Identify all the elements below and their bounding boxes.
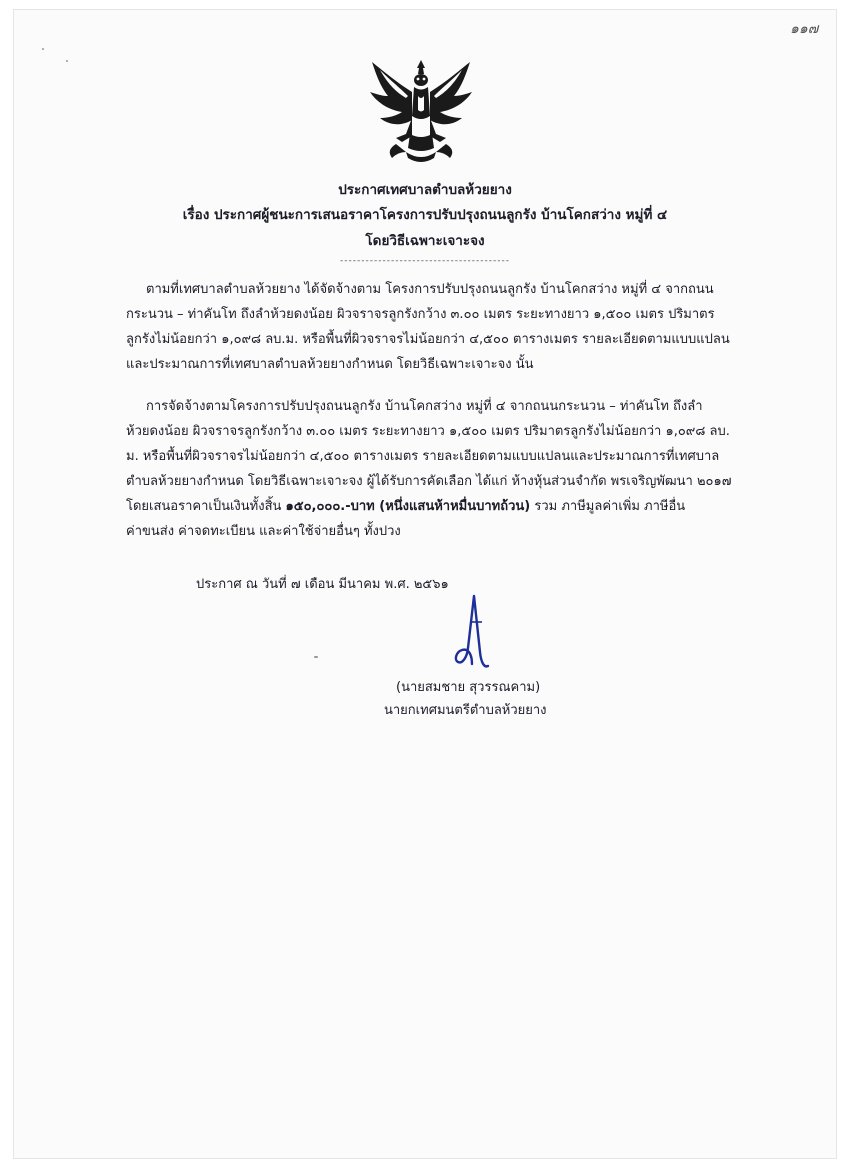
price-line [126, 495, 685, 516]
signer-name: (นายสมชาย สุวรรณคาม) [396, 680, 541, 695]
price-prefix: โดยเสนอราคาเป็นเงินทั้งสิ้น [126, 499, 286, 514]
scan-speck [314, 656, 318, 658]
scan-speck [42, 48, 44, 50]
signature [448, 592, 498, 680]
paragraph-1-line: กระนวน – ท่าคันโท ถึงลำห้วยดงน้อย ผิวจราจรลูกรังกว้าง ๓.๐๐ เมตร ระยะทางยาว ๑,๕๐๐ เมตร ปริมาตร [126, 307, 715, 322]
signer-position: นายกเทศมนตรีตำบลห้วยยาง [384, 703, 547, 718]
page-number: ๑๑๗ [790, 21, 819, 37]
garuda-emblem-icon [366, 56, 476, 168]
paragraph-1-line: ตามที่เทศบาลตำบลห้วยยาง ได้จัดจ้างตาม โครงการปรับปรุงถนนลูกรัง บ้านโคกสว่าง หมู่ที่ ๔ จากถนน [146, 282, 714, 297]
closing-line: ค่าขนส่ง ค่าจดทะเบียน และค่าใช้จ่ายอื่นๆ ทั้งปวง [126, 524, 401, 539]
paragraph-2-line: ห้วยดงน้อย ผิวจราจรลูกรังกว้าง ๓.๐๐ เมตร ระยะทางยาว ๑,๕๐๐ เมตร ปริมาตรลูกรังไม่น้อยกว่า ๑,๐๙๘ ลบ. [126, 424, 730, 439]
announcement-date: ประกาศ ณ วันที่ ๗ เดือน มีนาคม พ.ศ. ๒๕๖๑ [196, 577, 449, 592]
paragraph-1-line: และประมาณการที่เทศบาลตำบลห้วยยางกำหนด โดยวิธีเฉพาะเจาะจง นั้น [126, 357, 534, 372]
paragraph-2-line: การจัดจ้างตามโครงการปรับปรุงถนนลูกรัง บ้านโคกสว่าง หมู่ที่ ๔ จากถนนกระนวน – ท่าคันโท ถึงลำ [146, 399, 703, 414]
paragraph-1-line: ลูกรังไม่น้อยกว่า ๑,๐๙๘ ลบ.ม. หรือพื้นที่ผิวจราจรไม่น้อยกว่า ๔,๕๐๐ ตารางเมตร รายละเอียดตามแบบแปลน [126, 332, 730, 347]
divider: ---------------------------------------- [340, 256, 510, 266]
paragraph-2-line: ตำบลห้วยยางกำหนด โดยวิธีเฉพาะเจาะจง ผู้ได้รับการคัดเลือก ได้แก่ ห้างหุ้นส่วนจำกัด พรเจริญพัฒนา ๒๐๑๗ [126, 474, 732, 489]
procurement-method: โดยวิธีเฉพาะเจาะจง [365, 233, 485, 249]
paragraph-2-line: ม. หรือพื้นที่ผิวจราจรไม่น้อยกว่า ๔,๕๐๐ ตารางเมตร รายละเอียดตามแบบแปลนและประมาณการที่เทศบาล [126, 449, 720, 464]
price-suffix: รวม ภาษีมูลค่าเพิ่ม ภาษีอื่น [530, 499, 686, 514]
scan-speck [66, 60, 68, 62]
price-amount: ๑๕๐,๐๐๐.-บาท (หนึ่งแสนห้าหมื่นบาทถ้วน) [285, 499, 531, 514]
announcement-title: ประกาศเทศบาลตำบลห้วยยาง [338, 182, 512, 198]
announcement-subject: เรื่อง ประกาศผู้ชนะการเสนอราคาโครงการปรับปรุงถนนลูกรัง บ้านโคกสว่าง หมู่ที่ ๔ [182, 207, 668, 223]
